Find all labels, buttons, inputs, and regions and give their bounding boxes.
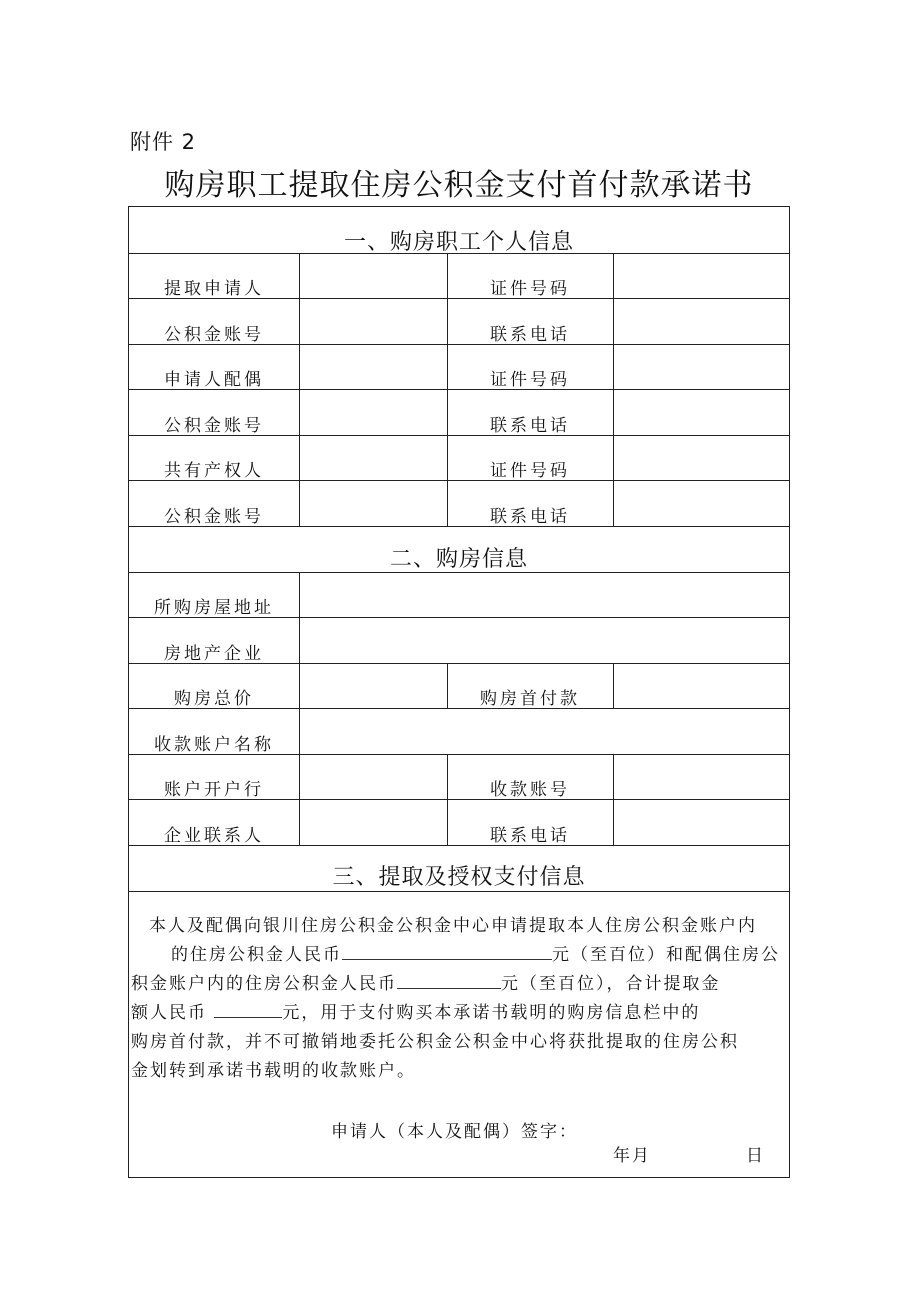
signature-year-month: 年月 [613, 1146, 651, 1166]
amount-blank[interactable] [214, 1001, 282, 1018]
label-bank: 账户开户行 [164, 780, 264, 800]
amount-blank[interactable] [342, 943, 552, 960]
statement-text: 元（至百位）和配偶住房公 [552, 945, 780, 965]
statement-line [131, 969, 721, 994]
statement-line [131, 998, 700, 1023]
section-personal-info: 一、购房职工个人信息 [343, 230, 574, 255]
statement-line: 金划转到承诺书载明的收款账户。 [131, 1061, 416, 1081]
statement-text: 的住房公积金人民币 [171, 945, 342, 965]
signature-label: 申请人（本人及配偶）签字： [331, 1122, 578, 1142]
section-withdrawal-info: 三、提取及授权支付信息 [332, 865, 586, 890]
row-divider [129, 891, 789, 892]
section-house-info: 二、购房信息 [389, 547, 528, 572]
amount-blank[interactable] [397, 972, 501, 989]
label-id-number: 证件号码 [490, 461, 570, 481]
signature-day: 日 [746, 1146, 765, 1166]
label-co-owner: 共有产权人 [164, 461, 264, 481]
column-divider [299, 253, 300, 526]
label-phone: 联系电话 [490, 416, 570, 436]
label-down-payment: 购房首付款 [480, 689, 580, 709]
column-divider [613, 253, 614, 526]
label-payee-name: 收款账户名称 [154, 735, 274, 755]
label-applicant: 提取申请人 [164, 279, 264, 299]
label-total-price: 购房总价 [174, 689, 254, 709]
label-company-contact: 企业联系人 [164, 826, 264, 846]
label-spouse: 申请人配偶 [164, 370, 264, 390]
label-fund-account: 公积金账号 [164, 507, 264, 527]
statement-text: 额人民币 [131, 1003, 207, 1023]
column-divider [613, 754, 614, 845]
document-title: 购房职工提取住房公积金支付首付款承诺书 [164, 168, 754, 203]
label-phone: 联系电话 [490, 826, 570, 846]
commitment-form [128, 206, 790, 1178]
label-id-number: 证件号码 [490, 370, 570, 390]
attachment-label: 附件 2 [130, 130, 197, 154]
label-id-number: 证件号码 [490, 279, 570, 299]
statement-line [171, 940, 780, 965]
statement-text: 元（至百位），合计提取金 [501, 974, 721, 994]
statement-text: 积金账户内的住房公积金人民币 [131, 974, 397, 994]
label-fund-account: 公积金账号 [164, 325, 264, 345]
label-developer: 房地产企业 [164, 644, 264, 664]
label-house-address: 所购房屋地址 [154, 598, 274, 618]
statement-line: 本人及配偶向银川住房公积金公积金中心申请提取本人住房公积金账户内 [149, 916, 757, 936]
statement-line: 购房首付款，并不可撤销地委托公积金公积金中心将获批提取的住房公积 [131, 1032, 739, 1052]
statement-text: 元，用于支付购买本承诺书载明的购房信息栏中的 [282, 1003, 701, 1023]
label-phone: 联系电话 [490, 325, 570, 345]
label-fund-account: 公积金账号 [164, 416, 264, 436]
column-divider [613, 663, 614, 708]
label-phone: 联系电话 [490, 507, 570, 527]
label-payee-account: 收款账号 [490, 780, 570, 800]
column-divider [299, 572, 300, 845]
